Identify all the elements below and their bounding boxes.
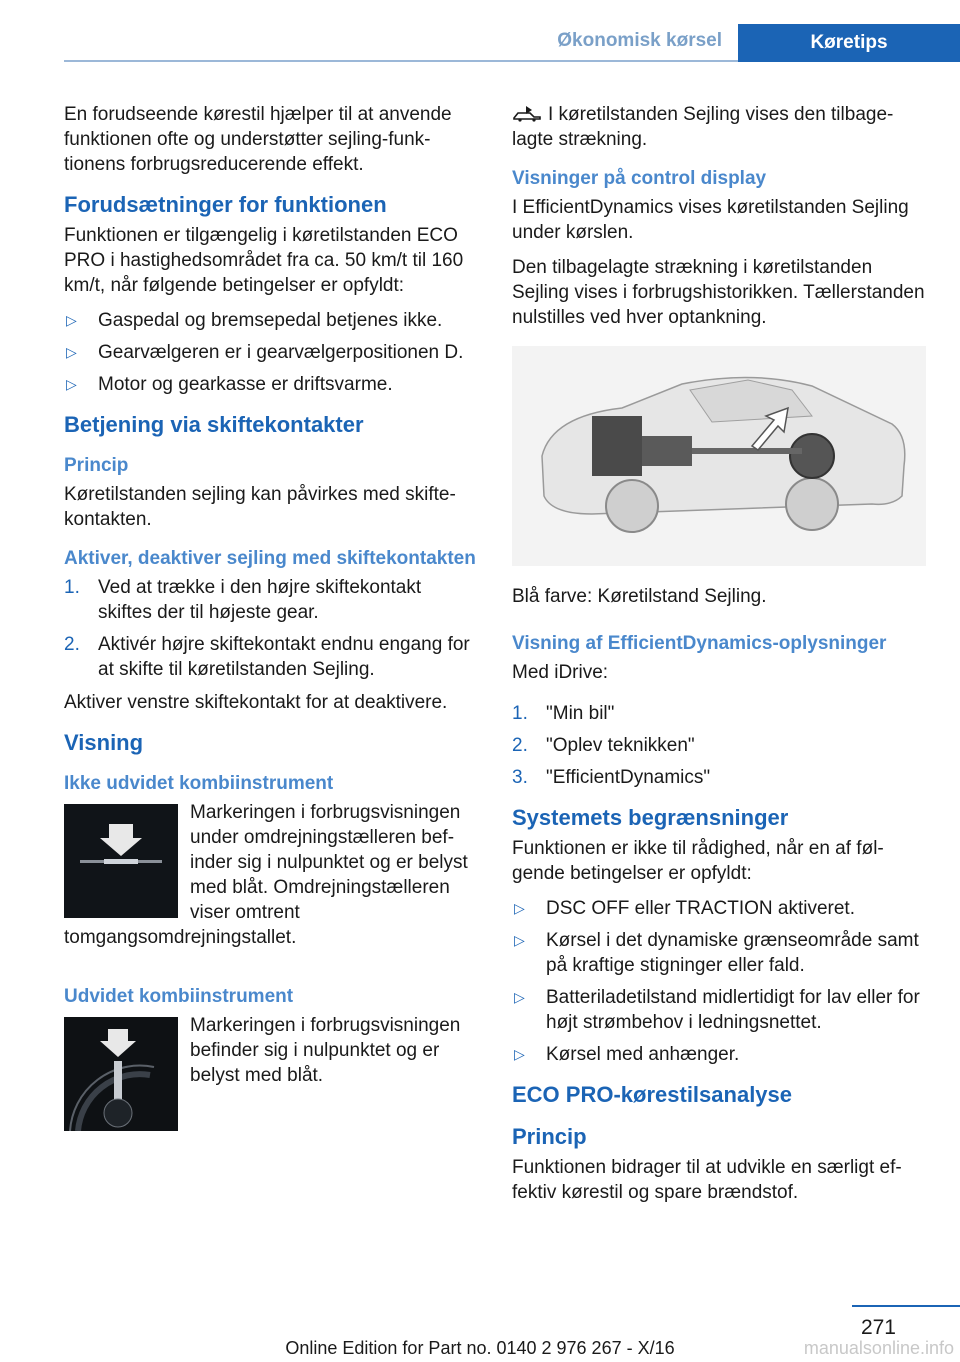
step-number: 3.	[512, 767, 528, 788]
forudsaetninger-paragraph: Funktionen er tilgængelig i køretilstanden ECO PRO i hastighedsområdet fra ca. 50 km/t til 160 km/t, når følgende betingelser er opfyldt:	[64, 225, 464, 296]
active-chapter-tab: Køretips	[738, 24, 960, 62]
heading-princip-2: Princip	[512, 1124, 587, 1149]
list-item	[512, 985, 926, 1035]
heading-visninger: Visninger på control display	[512, 168, 767, 189]
list-item-text: Motor og gearkasse er driftsvarme.	[98, 374, 393, 395]
triangle-right-icon: ▷	[66, 376, 77, 392]
heading-systemets: Systemets begrænsninger	[512, 805, 789, 830]
list-item	[512, 733, 926, 758]
sejling-paragraph	[512, 102, 926, 152]
left-column	[64, 102, 478, 1135]
triangle-right-icon: ▷	[514, 900, 525, 916]
ikke-udvidet-cluster-image	[64, 804, 178, 918]
med-idrive: Med iDrive:	[512, 662, 609, 683]
list-item	[512, 1042, 926, 1067]
list-item	[512, 701, 926, 726]
heading-ikke-udvidet: Ikke udvidet kombiinstrument	[64, 773, 334, 794]
footer-rule	[852, 1305, 960, 1307]
edition-line: Online Edition for Part no. 0140 2 976 267 - X/16	[285, 1338, 675, 1358]
car-drivetrain-image	[512, 346, 926, 566]
triangle-right-icon: ▷	[66, 312, 77, 328]
systemets-paragraph: Funktionen er ikke til rådighed, når en af følgende betingelser er opfyldt:	[512, 838, 884, 884]
visninger-paragraph-1: I EfficientDynamics vises køretilstanden Sejling under kørslen.	[512, 197, 909, 243]
ikke-udvidet-paragraph: Markeringen i forbrugsvisningen under omdrejningstælleren befinder sig i nulpunktet og er belyst med blåt. Omdrejningstælleren viser omtrent tomgangsomdrejningstallet.	[64, 802, 468, 948]
ikke-udvidet-block	[64, 800, 478, 950]
triangle-right-icon: ▷	[66, 344, 77, 360]
sailing-car-icon	[512, 104, 542, 122]
list-item	[64, 308, 478, 333]
heading-forudsaetninger: Forudsætninger for funktionen	[64, 192, 387, 217]
list-item-text: Gaspedal og bremsepedal betjenes ikke.	[98, 310, 443, 331]
section-tab: Økonomisk kørsel	[557, 30, 722, 51]
image-caption: Blå farve: Køretilstand Sejling.	[512, 586, 767, 607]
step-text: Ved at trække i den højre skiftekontakt skiftes der til højeste gear.	[98, 577, 422, 623]
step-number: 1.	[64, 577, 80, 598]
step-text: "Min bil"	[546, 703, 615, 724]
list-item-text: Batteriladetilstand midlertidigt for lav eller for højt strømbehov i ledningsnettet.	[546, 987, 920, 1033]
list-item	[64, 632, 478, 682]
visninger-paragraph-2: Den tilbagelagte strækning i køretilstanden Sejling vises i forbrugshistorikken. Tællerstanden nulstilles ved hver optankning.	[512, 257, 925, 328]
heading-betjening: Betjening via skiftekontakter	[64, 412, 364, 437]
conditions-list	[64, 308, 478, 397]
list-item-text: DSC OFF eller TRACTION aktiveret.	[546, 898, 855, 919]
step-text: "Oplev teknikken"	[546, 735, 695, 756]
list-item-text: Gearvælgeren er i gearvælgerpositionen D.	[98, 342, 464, 363]
list-item	[512, 896, 926, 921]
step-number: 2.	[512, 735, 528, 756]
list-item	[64, 372, 478, 397]
udvidet-cluster-image	[64, 1017, 178, 1131]
limits-list	[512, 896, 926, 1067]
heading-udvidet: Udvidet kombiinstrument	[64, 986, 294, 1007]
triangle-right-icon: ▷	[514, 989, 525, 1005]
intro-paragraph: En forudseende kørestil hjælper til at anvende funktionen ofte og understøtter sejling-funktionens forbrugsreducerende effekt.	[64, 104, 452, 175]
idrive-steps-list	[512, 701, 926, 790]
triangle-right-icon: ▷	[514, 1046, 525, 1062]
triangle-right-icon: ▷	[514, 932, 525, 948]
udvidet-paragraph: Markeringen i forbrugsvisningen befinder sig i nulpunktet og er belyst med blåt.	[190, 1015, 461, 1086]
step-text: Aktivér højre skiftekontakt endnu engang for at skifte til køretilstanden Sejling.	[98, 634, 470, 680]
list-item	[512, 765, 926, 790]
right-column	[512, 102, 926, 1215]
princip2-paragraph: Funktionen bidrager til at udvikle en særligt effektiv kørestil og spare brændstof.	[512, 1157, 902, 1203]
list-item-text: Kørsel med anhænger.	[546, 1044, 740, 1065]
heading-eco-pro: ECO PRO-kørestilsanalyse	[512, 1082, 793, 1107]
heading-visning: Visning	[64, 730, 144, 755]
watermark: manualsonline.info	[803, 1338, 954, 1358]
heading-aktiver: Aktiver, deaktiver sejling med skiftekontakten	[64, 548, 476, 569]
steps-list	[64, 575, 478, 682]
deaktiver-paragraph: Aktiver venstre skiftekontakt for at deaktivere.	[64, 692, 448, 713]
list-item	[64, 340, 478, 365]
page-header	[0, 0, 960, 62]
heading-visning-af: Visning af EfficientDynamics-oplysninger	[512, 633, 887, 654]
sejling-text: I køretilstanden Sejling vises den tilbagelagte strækning.	[512, 104, 894, 150]
step-number: 1.	[512, 703, 528, 724]
udvidet-block	[64, 1013, 478, 1135]
step-number: 2.	[64, 634, 80, 655]
list-item	[512, 928, 926, 978]
list-item-text: Kørsel i det dynamiske grænseområde samt på kraftige stigninger eller fald.	[546, 930, 919, 976]
page-number: 271	[860, 1316, 896, 1339]
list-item	[64, 575, 478, 625]
step-text: "EfficientDynamics"	[546, 767, 711, 788]
heading-princip: Princip	[64, 455, 129, 476]
princip-paragraph: Køretilstanden sejling kan påvirkes med skiftekontakten.	[64, 484, 456, 530]
